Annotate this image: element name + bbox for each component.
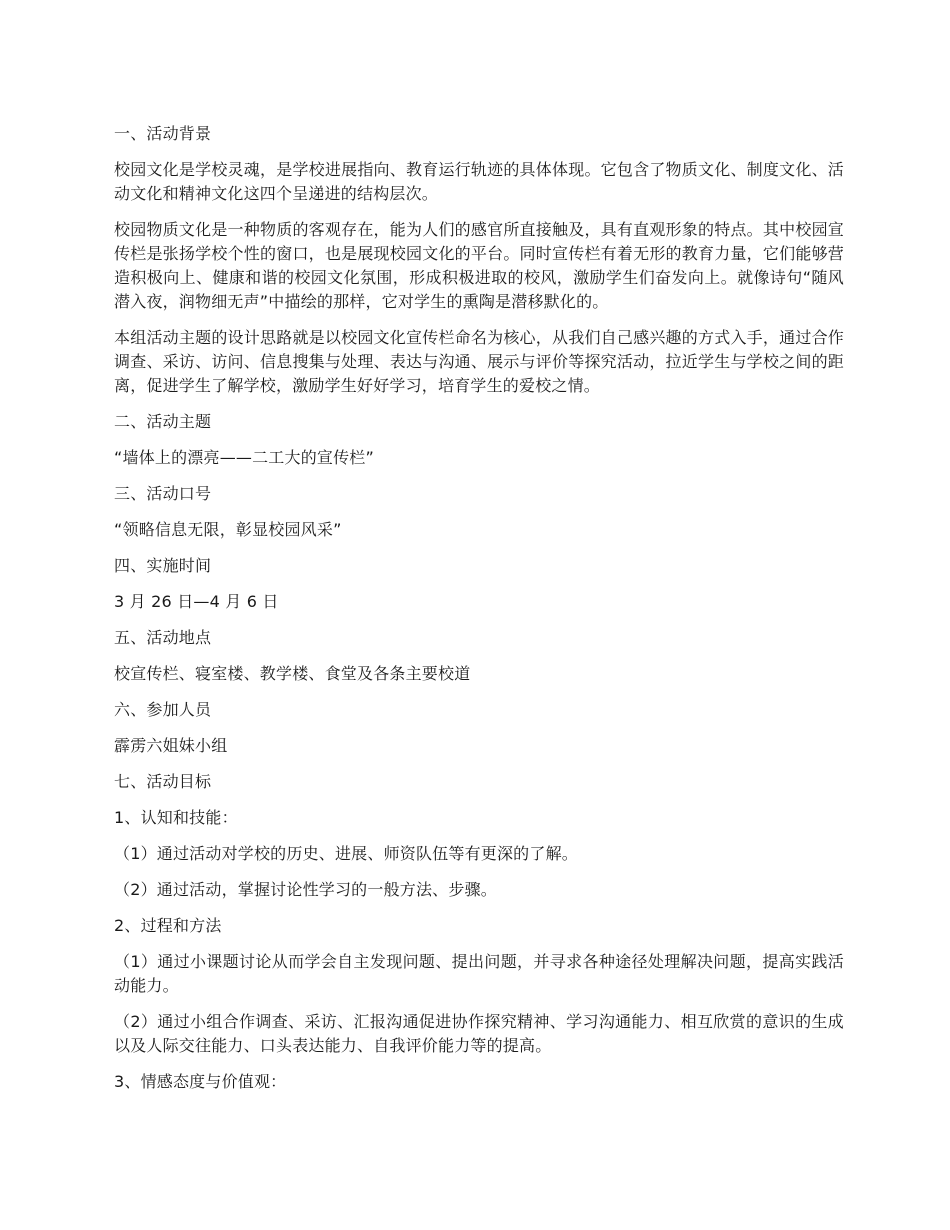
section-heading-location: 五、活动地点 xyxy=(114,628,212,647)
paragraph-theme: “墙体上的漂亮——二工大的宣传栏” xyxy=(114,448,374,467)
section-heading-goals: 七、活动目标 xyxy=(114,772,212,791)
paragraph-campus-culture: 校园文化是学校灵魂，是学校进展指向、教育运行轨迹的具体体现。它包含了物质文化、制度文化、活动文化和精神文化这四个呈递进的结构层次。 xyxy=(114,160,844,203)
goal-subheading-process: 2、过程和方法 xyxy=(114,916,222,935)
document-body xyxy=(114,122,844,1106)
section-heading-participants: 六、参加人员 xyxy=(114,700,212,719)
goal-item-2-1: （1）通过小课题讨论从而学会自主发现问题、提出问题，并寻求各种途径处理解决问题，提高实践活动能力。 xyxy=(114,952,844,995)
goal-subheading-values: 3、情感态度与价值观： xyxy=(114,1072,287,1091)
goal-item-2-2: （2）通过小组合作调查、采访、汇报沟通促进协作探究精神、学习沟通能力、相互欣赏的意识的生成以及人际交往能力、口头表达能力、自我评价能力等的提高。 xyxy=(114,1012,844,1055)
paragraph-location: 校宣传栏、寝室楼、教学楼、食堂及各条主要校道 xyxy=(114,664,471,683)
paragraph-material-culture: 校园物质文化是一种物质的客观存在，能为人们的感官所直接触及，具有直观形象的特点。其中校园宣传栏是张扬学校个性的窗口，也是展现校园文化的平台。同时宣传栏有着无形的教育力量，它们能够营造积极向上、健康和谐的校园文化氛围，形成积极进取的校风，激励学生们奋发向上。就像诗句“随风潜入夜，润物细无声”中描绘的那样，它对学生的熏陶是潜移默化的。 xyxy=(114,220,844,311)
paragraph-slogan: “领略信息无限，彰显校园风采” xyxy=(114,520,342,539)
paragraph-design-idea: 本组活动主题的设计思路就是以校园文化宣传栏命名为核心，从我们自己感兴趣的方式入手，通过合作调查、采访、访问、信息搜集与处理、表达与沟通、展示与评价等探究活动，拉近学生与学校之间的距离，促进学生了解学校，激励学生好好学习，培育学生的爱校之情。 xyxy=(114,328,844,395)
paragraph-participants: 霹雳六姐妹小组 xyxy=(114,736,228,755)
section-heading-background: 一、活动背景 xyxy=(114,124,212,143)
goal-item-1-2: （2）通过活动，掌握讨论性学习的一般方法、步骤。 xyxy=(114,880,497,899)
section-heading-slogan: 三、活动口号 xyxy=(114,484,212,503)
paragraph-time: 3 月 26 日—4 月 6 日 xyxy=(114,592,279,611)
section-heading-time: 四、实施时间 xyxy=(114,556,212,575)
section-heading-theme: 二、活动主题 xyxy=(114,412,212,431)
goal-item-1-1: （1）通过活动对学校的历史、进展、师资队伍等有更深的了解。 xyxy=(114,844,578,863)
goal-subheading-cognition: 1、认知和技能： xyxy=(114,808,238,827)
